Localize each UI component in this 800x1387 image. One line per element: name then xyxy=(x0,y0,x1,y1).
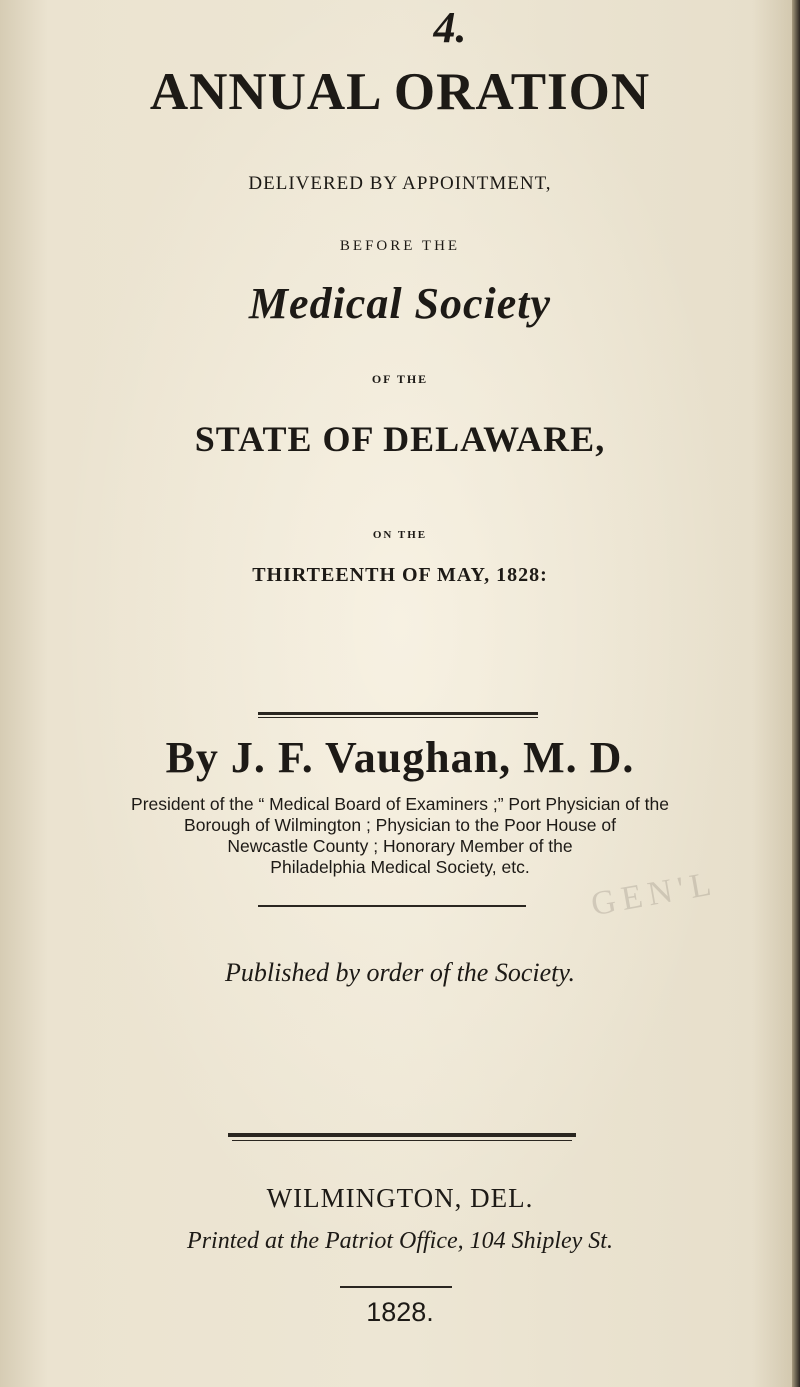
author-title-line: President of the “ Medical Board of Examiners ;” Port Physician of the xyxy=(131,794,669,814)
year-line: 1828. xyxy=(366,1297,434,1327)
state-line: STATE OF DELAWARE, xyxy=(194,419,606,459)
divider-rule xyxy=(258,905,526,907)
author-titles xyxy=(40,794,760,878)
society-name: Medical Society xyxy=(248,279,552,328)
date-line: THIRTEENTH OF MAY, 1828: xyxy=(252,564,548,586)
handwritten-mark: 4. xyxy=(433,3,467,52)
before-line: BEFORE THE xyxy=(339,238,461,254)
page-title: ANNUAL ORATION xyxy=(149,63,651,121)
printer-line: Printed at the Patriot Office, 104 Shipley St. xyxy=(187,1228,613,1254)
divider-rule-thin xyxy=(258,717,538,718)
author-line: By J. F. Vaughan, M. D. xyxy=(165,733,635,782)
divider-rule xyxy=(258,712,538,715)
delivered-line: DELIVERED BY APPOINTMENT, xyxy=(248,173,552,194)
on-the-line: ON THE xyxy=(372,529,428,541)
author-title-line: Philadelphia Medical Society, etc. xyxy=(270,857,530,877)
divider-rule xyxy=(228,1133,576,1137)
author-title-line: Borough of Wilmington ; Physician to the Poor House of xyxy=(184,815,616,835)
divider-rule-thin xyxy=(232,1140,572,1141)
of-the-line: OF THE xyxy=(371,372,429,386)
author-title-line: Newcastle County ; Honorary Member of the xyxy=(227,836,573,856)
divider-rule xyxy=(340,1286,452,1288)
library-stamp: GEN'L xyxy=(588,864,720,924)
published-line: Published by order of the Society. xyxy=(225,958,575,987)
city-line: WILMINGTON, DEL. xyxy=(266,1183,534,1213)
page-edge xyxy=(792,0,800,1387)
